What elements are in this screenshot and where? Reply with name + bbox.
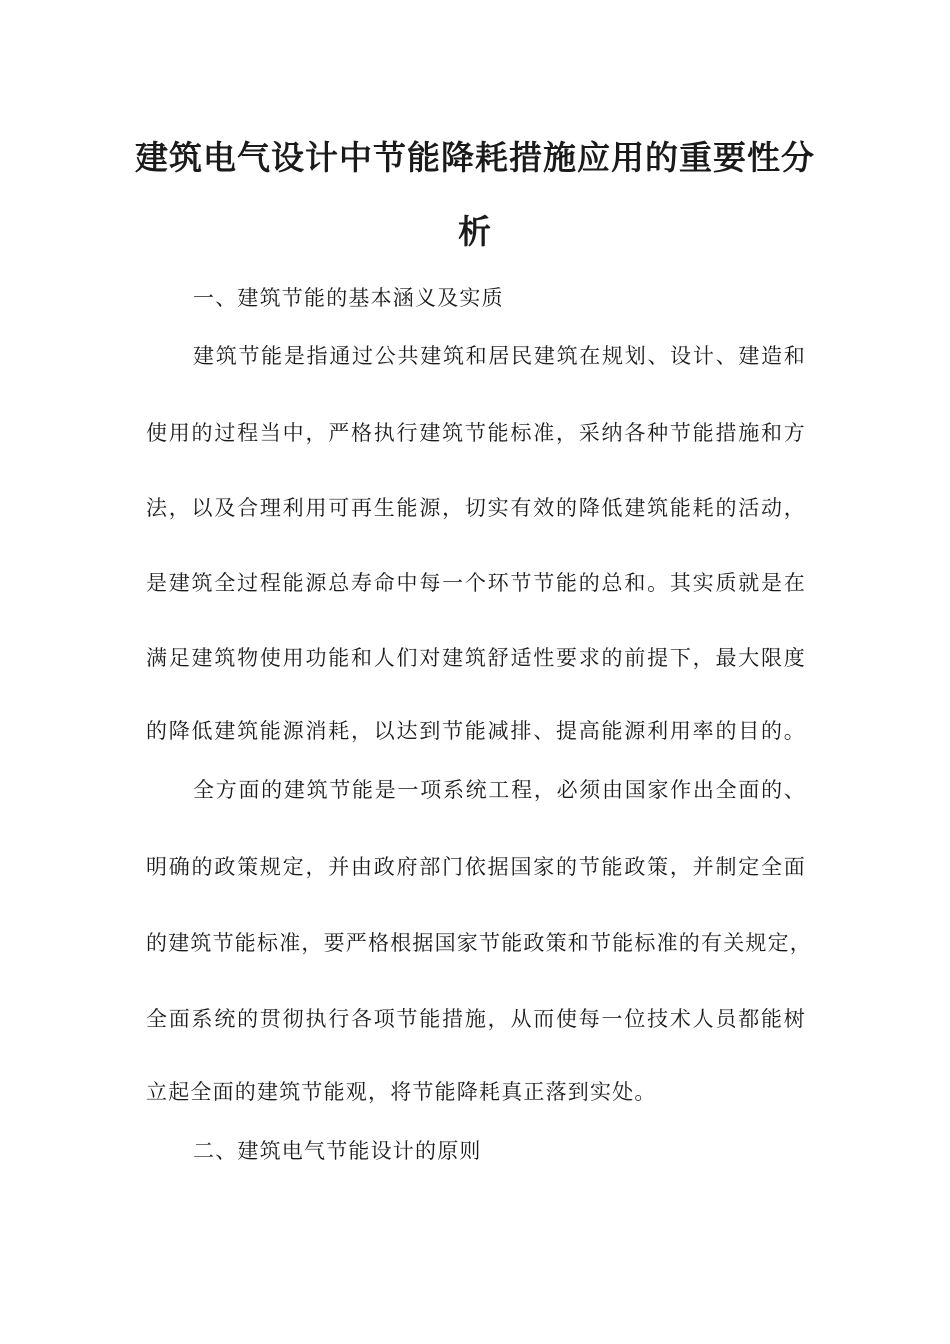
paragraph-2-line-4: 全面系统的贯彻执行各项节能措施，从而使每一位技术人员都能树 (146, 1007, 806, 1031)
paragraph-2-line-2: 明确的政策规定，并由政府部门依据国家的节能政策，并制定全面 (146, 855, 806, 879)
paragraph-1-line-4: 是建筑全过程能源总寿命中每一个环节节能的总和。其实质就是在 (146, 571, 806, 595)
paragraph-1-line-1: 建筑节能是指通过公共建筑和居民建筑在规划、设计、建造和 (193, 344, 806, 368)
section-heading-2: 二、建筑电气节能设计的原则 (193, 1139, 482, 1163)
document-title-line-2: 析 (458, 212, 492, 251)
paragraph-1-line-2: 使用的过程当中，严格执行建筑节能标准，采纳各种节能措施和方 (146, 421, 806, 445)
paragraph-2-line-5: 立起全面的建筑节能观，将节能降耗真正落到实处。 (146, 1080, 657, 1104)
paragraph-1-line-6: 的降低建筑能源消耗，以达到节能减排、提高能源利用率的目的。 (146, 719, 806, 743)
paragraph-1-line-3: 法，以及合理利用可再生能源，切实有效的降低建筑能耗的活动， (146, 496, 806, 520)
paragraph-1-line-5: 满足建筑物使用功能和人们对建筑舒适性要求的前提下，最大限度 (146, 646, 806, 670)
section-heading-1: 一、建筑节能的基本涵义及实质 (193, 286, 504, 310)
paragraph-2-line-1: 全方面的建筑节能是一项系统工程，必须由国家作出全面的、 (193, 778, 806, 802)
paragraph-2-line-3: 的建筑节能标准，要严格根据国家节能政策和节能标准的有关规定， (146, 931, 812, 955)
document-title-line-1: 建筑电气设计中节能降耗措施应用的重要性分 (135, 138, 815, 177)
